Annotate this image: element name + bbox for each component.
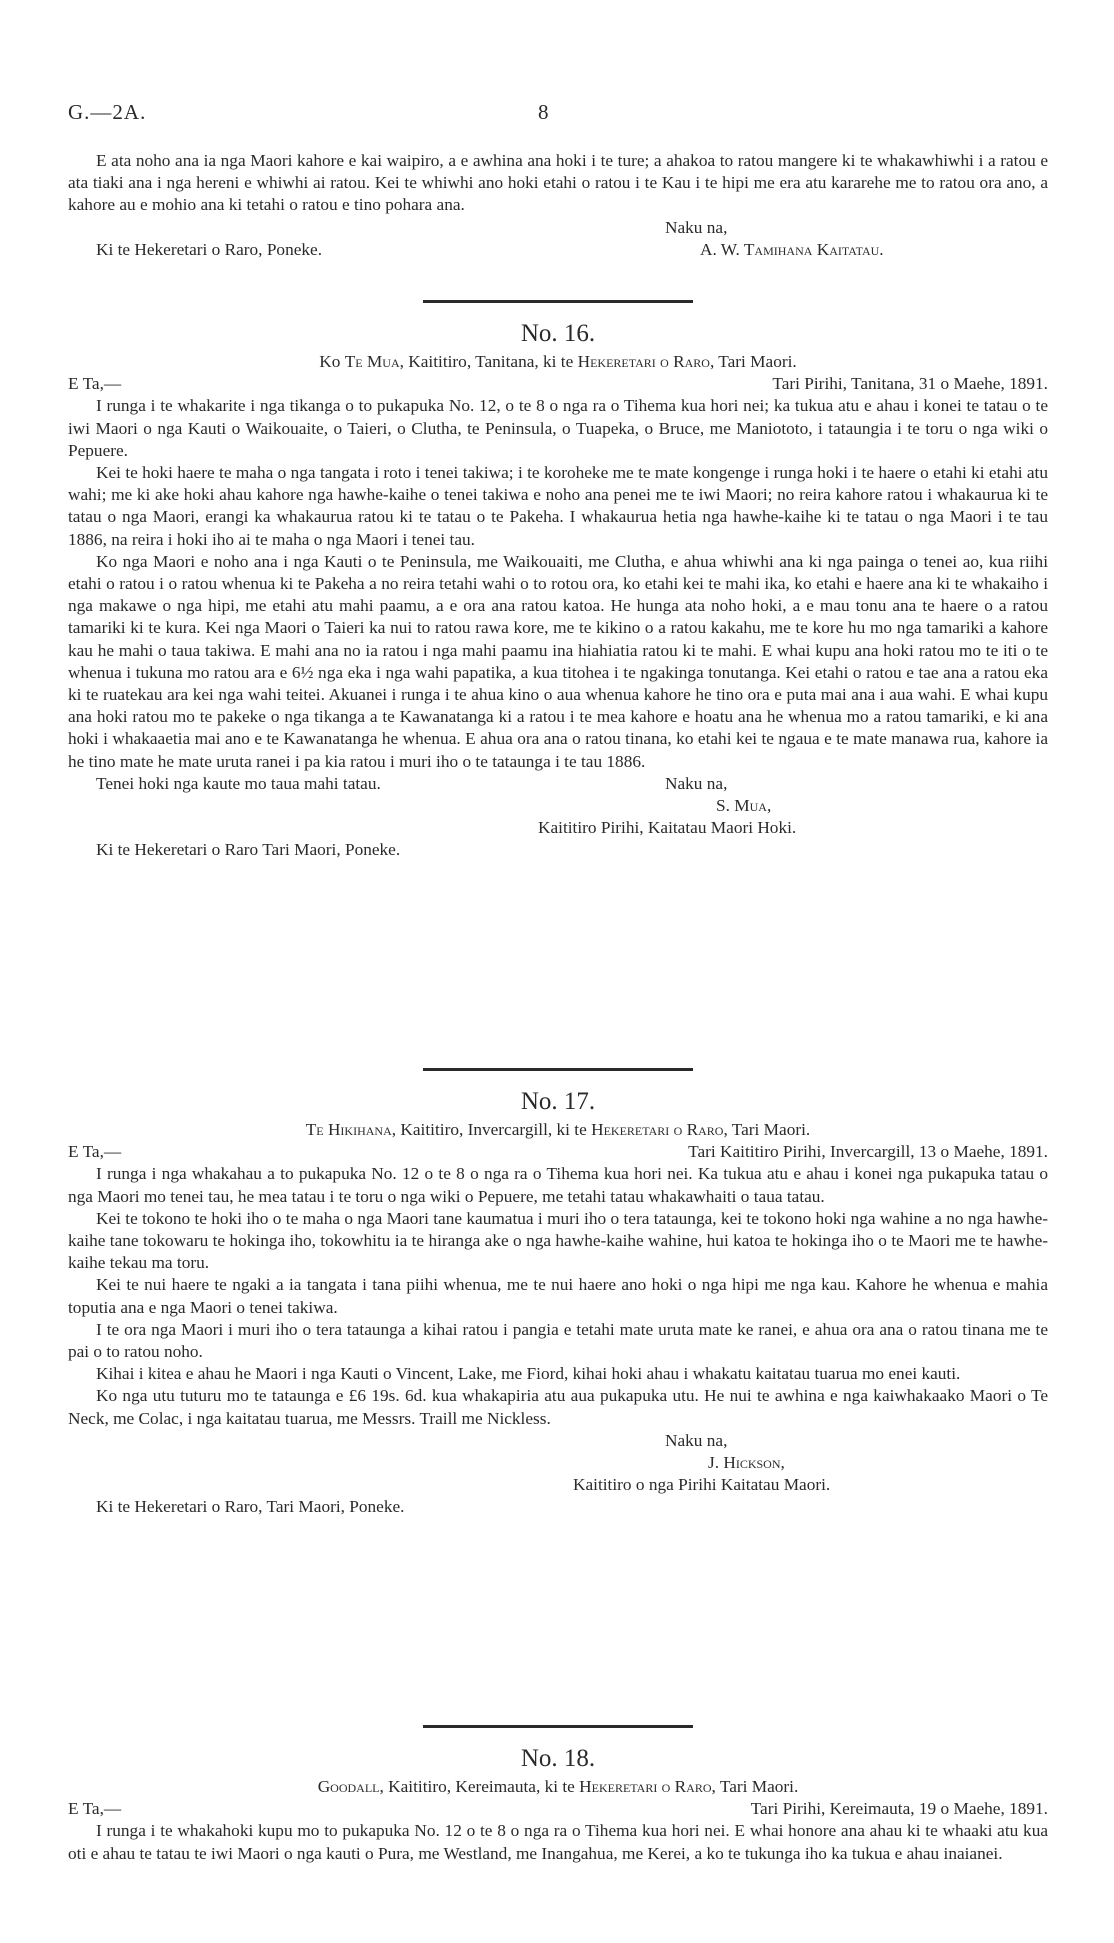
letter-16-signer-title: Kaititiro Pirihi, Kaitatau Maori Hoki.	[538, 818, 797, 838]
letter-15-paragraph: E ata noho ana ia nga Maori kahore e kai waipiro, a e awhina ana hoki i te ture; a ahakoa to ratou mangere ki te whakawhiwhi i a ratou e ata tiaki ana i nga hereni e whiwhi ai ratou. Kei te whiwhi ano hoki etahi o ratou i te Kau i te hipi me era atu kararehe me to ratou ora ano, a kahore au e mohio ana ki tetahi o ratou e tino pohara ana.	[68, 151, 1048, 215]
letter-15-closing: Naku na,	[665, 217, 728, 237]
letter-18-title: Goodall, Kaititiro, Kereimauta, ki te Hekeretari o Raro, Tari Maori.	[317, 1777, 799, 1796]
letter-15-signer: A. W. Tamihana Kaitatau.	[700, 239, 884, 259]
page-header	[68, 100, 1048, 130]
letter-17-paragraph-6: Ko nga utu tuturu mo te tataunga e £6 19s. 6d. kua whakapiria atu aua pukapuka utu. He nui te awhina e nga kaiwhakaako Maori o Te Neck, me Colac, i nga kaitatau tuarua, me Messrs. Traill me Nickless.	[68, 1386, 1048, 1428]
letter-15-addressee: Ki te Hekeretari o Raro, Poneke.	[96, 239, 323, 259]
letter-17-addressee: Ki te Hekeretari o Raro, Tari Maori, Poneke.	[96, 1497, 405, 1517]
section-rule	[423, 1068, 693, 1071]
letter-18-date: Tari Pirihi, Kereimauta, 19 o Maehe, 1891.	[750, 1799, 1048, 1819]
letter-18-recipient: Hekeretari o Raro	[579, 1777, 712, 1796]
letter-16-title: Ko Te Mua, Kaititiro, Tanitana, ki te Hekeretari o Raro, Tari Maori.	[319, 352, 797, 371]
letter-17-salutation: E Ta,—	[68, 1142, 122, 1162]
letter-17-closing: Naku na,	[665, 1430, 728, 1450]
letter-16-final-line: Tenei hoki nga kaute mo taua mahi tatau.	[96, 773, 381, 793]
letter-16-salutation: E Ta,—	[68, 374, 122, 394]
letter-17-author: Te Hikihana	[305, 1120, 392, 1139]
letter-17-title: Te Hikihana, Kaititiro, Invercargill, ki te Hekeretari o Raro, Tari Maori.	[305, 1120, 811, 1139]
page-number: 8	[538, 100, 549, 124]
letter-16-paragraph-2: Kei te hoki haere te maha o nga tangata i roto i tenei takiwa; i te koroheke me te mate kongenge i runga hoki i te haere o etahi ki etahi atu wahi; me ki ake hoki ahau kahore nga hawhe-kaihe o tenei takiwa e noho ana penei me te iwi Maori; no reira kahore ratou i whakaurua ki te tatau o nga Maori, erangi ka whakaurua ratou ki te tatau o te Pakeha. I whakaurua hetia nga hawhe-kaihe ki te tatau o nga Maori i te tau 1886, na reira i hoki iho ai te maha o nga Maori i tenei tau.	[68, 463, 1048, 549]
letter-16-addressee: Ki te Hekeretari o Raro Tari Maori, Poneke.	[96, 840, 401, 860]
letter-18-number: No. 18.	[520, 1745, 596, 1772]
letter-16-recipient: Hekeretari o Raro	[577, 352, 710, 371]
letter-18-salutation: E Ta,—	[68, 1799, 122, 1819]
letter-18	[68, 1725, 1048, 1865]
letter-16-number: No. 16.	[520, 320, 596, 347]
letter-16-signer: S. Mua,	[716, 796, 772, 816]
letter-17-date: Tari Kaititiro Pirihi, Invercargill, 13 o Maehe, 1891.	[688, 1142, 1048, 1162]
letter-16	[68, 300, 1048, 862]
letter-17-signer: J. Hickson,	[708, 1453, 785, 1473]
letter-18-paragraph-1: I runga i te whakahoki kupu mo to pukapuka No. 12 o te 8 o nga ra o Tihema kua hori nei. E whai honore ana ahau ki te whaaki atu kua oti e ahau te tatau te iwi Maori o nga kauti o Pura, me Westland, me Inangahua, me Kerei, a ko te tukunga iho ka tukua e ahau inaianei.	[68, 1821, 1048, 1863]
section-rule	[423, 1725, 693, 1728]
letter-17-paragraph-5: Kihai i kitea e ahau he Maori i nga Kauti o Vincent, Lake, me Fiord, kihai hoki ahau i whakatu kaitatau tuarua mo enei kauti.	[96, 1364, 961, 1384]
letter-16-paragraph-3: Ko nga Maori e noho ana i nga Kauti o te Peninsula, me Waikouaiti, me Clutha, e ahua whiwhi ana ki nga painga o tenei ao, kua riihi etahi o ratou i o ratou whenua ki te Pakeha a no reira tetahi wahi o to rotou ora, ko etahi kei te mahi ika, ko etahi e haere ana ki te whakaiho i nga makawe o nga hipi, me etahi atu mahi paamu, a e ora ana ratou katoa. He hunga ata noho hoki, a e mau tonu ana te haere o a ratou tamariki ki te kura. Kei nga Maori o Taieri ka nui to ratou rawa kore, me te kikino o a ratou kakahu, me te kore hu mo nga tamariki a kahore kau he mahi o taua takiwa. E mahi ana no ia ratou i nga mahi paamu ina hiahiatia ratou ki te mahi. E whai kupu ana hoki ratou mo te iti o te whenua i tukuna mo ratou ara e 6½ nga eka i nga wahi papatika, a kua titohea i te ngakinga tonutanga. Kei etahi o ratou e tae ana a ratou eka ki te ruatekau ara kei nga wahi teitei. Akuanei i runga i te ahua kino o aua whenua kahore he tino ora e puta mai ana i aua wahi. E whai kupu ana hoki ratou mo te pakeke o nga tikanga a te Kawanatanga ki a ratou i te mea kahore e hoatu ana he whenua mo a ratou tamariki, e ki ana hoki i whakaaetia mai ano e te Kawanatanga he whenua. E ahua ora ana o ratou tinana, ko etahi kei te ngaua e te mate manawa rua, kahore ia he tino mate he mate uruta ranei i pa kia ratou i muri iho o te tataunga i te tau 1886.	[68, 551, 1048, 771]
letter-18-author: Goodall	[317, 1777, 380, 1796]
letter-17-paragraph-4: I te ora nga Maori i muri iho o tera tataunga a kihai ratou i pangia e tetahi mate uruta mate ke ranei, e ahua ora ana o ratou tinana me te pai o to ratou noho.	[68, 1319, 1048, 1362]
section-rule	[423, 300, 693, 303]
letter-17	[68, 1068, 1048, 1519]
letter-17-recipient: Hekeretari o Raro	[591, 1120, 724, 1139]
letter-16-paragraph-1: I runga i te whakarite i nga tikanga o to pukapuka No. 12, o te 8 o nga ra o Tihema kua hori nei; ka tukua atu e ahau i konei te tatau o te iwi Maori o nga Kauti o Waikouaite, o Taieri, o Clutha, te Peninsula, o Tuapeka, o Bruce, me Maniototo, i tataungia i te toru o nga wiki o Pepuere.	[68, 396, 1048, 460]
letter-16-author: Te Mua	[344, 352, 400, 371]
report-code: G.—2A.	[68, 100, 147, 124]
letter-17-signer-title: Kaititiro o nga Pirihi Kaitatau Maori.	[573, 1475, 831, 1495]
letter-17-paragraph-3: Kei te nui haere te ngaki a ia tangata i tana piihi whenua, me te nui haere ano hoki o nga hipi me nga kau. Kahore he whenua e mahia toputia ana e nga Maori o tenei takiwa.	[68, 1275, 1048, 1317]
letter-15-tail	[68, 150, 1048, 261]
letter-17-paragraph-2: Kei te tokono te hoki iho o te maha o nga Maori tane kaumatua i muri iho o tera tataunga, kei te tokono hoki nga wahine a no nga hawhe-kaihe tane tokowaru te hokinga iho, tokowhitu ia te hiranga ake o nga hawhe-kaihe wahine, hui katoa te hokinga iho o te Maori me te hawhe-kaihe tekau ma toru.	[68, 1208, 1048, 1273]
letter-17-number: No. 17.	[520, 1088, 596, 1115]
letter-16-closing: Naku na,	[665, 773, 728, 793]
letter-16-date: Tari Pirihi, Tanitana, 31 o Maehe, 1891.	[772, 374, 1048, 394]
letter-17-paragraph-1: I runga i nga whakahau a to pukapuka No. 12 o te 8 o nga ra o Tihema kua hori nei. Ka tukua atu e ahau i konei nga pukapuka tatau o nga Maori mo tenei tau, he mea tatau i te toru o nga wiki o Pepuere, me tetahi tatau whakawhaiti o taua tatau.	[68, 1164, 1048, 1206]
